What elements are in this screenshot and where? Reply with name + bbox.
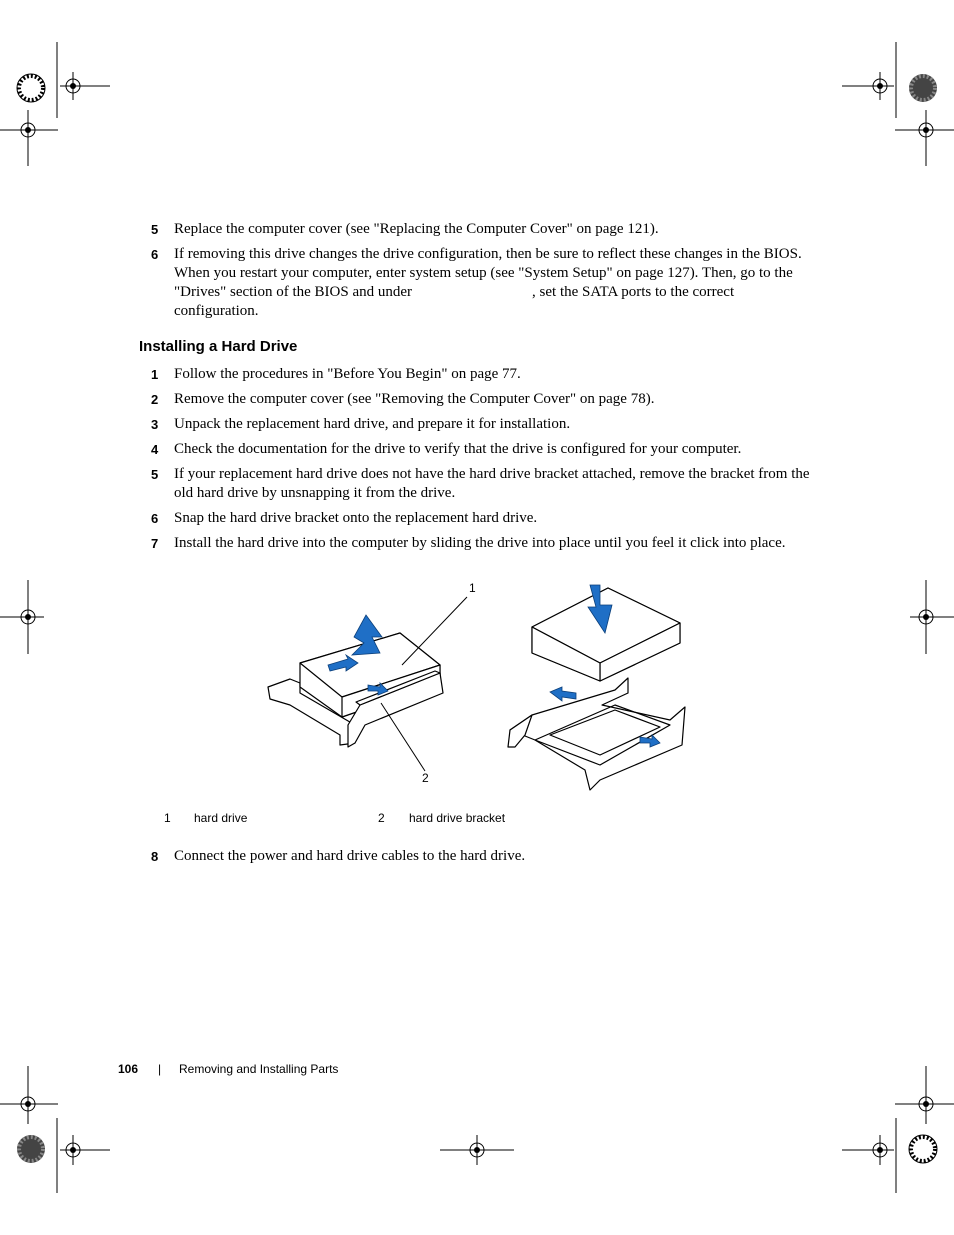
step-number: 6 <box>151 247 159 262</box>
section-heading: Installing a Hard Drive <box>139 338 298 355</box>
step-number: 4 <box>151 442 159 457</box>
callout-2: 2 <box>422 771 429 785</box>
step-text: Connect the power and hard drive cables to the hard drive. <box>174 848 526 864</box>
install-step-8 <box>151 847 816 866</box>
step-text: Check the documentation for the drive to verify that the drive is configured for your computer. <box>174 441 742 457</box>
install-step-4 <box>151 440 816 459</box>
callout-1: 1 <box>469 581 476 595</box>
legend-num-1: 1 <box>164 811 171 825</box>
install-step-1 <box>151 365 816 384</box>
step-number: 3 <box>151 417 159 432</box>
footer-separator: | <box>158 1062 162 1076</box>
step-number: 2 <box>151 392 159 407</box>
step-text: Unpack the replacement hard drive, and prepare it for installation. <box>174 416 571 432</box>
install-step-3 <box>151 415 816 434</box>
step-text: If your replacement hard drive does not have the hard drive bracket attached, remove the bracket from the old hard drive by unsnapping it from the drive. <box>174 466 810 501</box>
page-number: 106 <box>118 1062 139 1076</box>
step-text: Follow the procedures in "Before You Begin" on page 77. <box>174 366 521 382</box>
right-bracket <box>508 678 685 790</box>
step-number: 1 <box>151 367 159 382</box>
step-6-bios-config <box>151 245 816 321</box>
install-step-7 <box>151 534 831 553</box>
step-text: If removing this drive changes the drive configuration, then be sure to reflect these changes in the BIOS. When you restart your computer, enter system setup (see "System Setup" on page 127). Then, go to the "Drives" section of the BIOS and under , set the SATA ports to the correct configuration. <box>174 246 806 319</box>
install-step-5 <box>151 465 816 503</box>
step-number: 6 <box>151 511 159 526</box>
step-text: Install the hard drive into the computer by sliding the drive into place until you feel it click into place. <box>174 535 786 551</box>
install-step-6 <box>151 509 816 528</box>
install-step-2 <box>151 390 816 409</box>
right-drive <box>532 588 680 681</box>
step-number: 8 <box>151 849 159 864</box>
step-number: 5 <box>151 222 159 237</box>
step-text: Snap the hard drive bracket onto the replacement hard drive. <box>174 510 538 526</box>
step-text: Replace the computer cover (see "Replacing the Computer Cover" on page 121). <box>174 221 659 237</box>
legend-label-1: hard drive <box>194 811 248 825</box>
footer-section-title: Removing and Installing Parts <box>179 1062 339 1076</box>
step-5-replace-cover <box>151 220 816 239</box>
step-number: 5 <box>151 467 159 482</box>
legend-label-2: hard drive bracket <box>409 811 506 825</box>
step-number: 7 <box>151 536 159 551</box>
legend-num-2: 2 <box>378 811 385 825</box>
step-text: Remove the computer cover (see "Removing the Computer Cover" on page 78). <box>174 391 655 407</box>
hard-drive-installation-figure <box>260 575 720 795</box>
